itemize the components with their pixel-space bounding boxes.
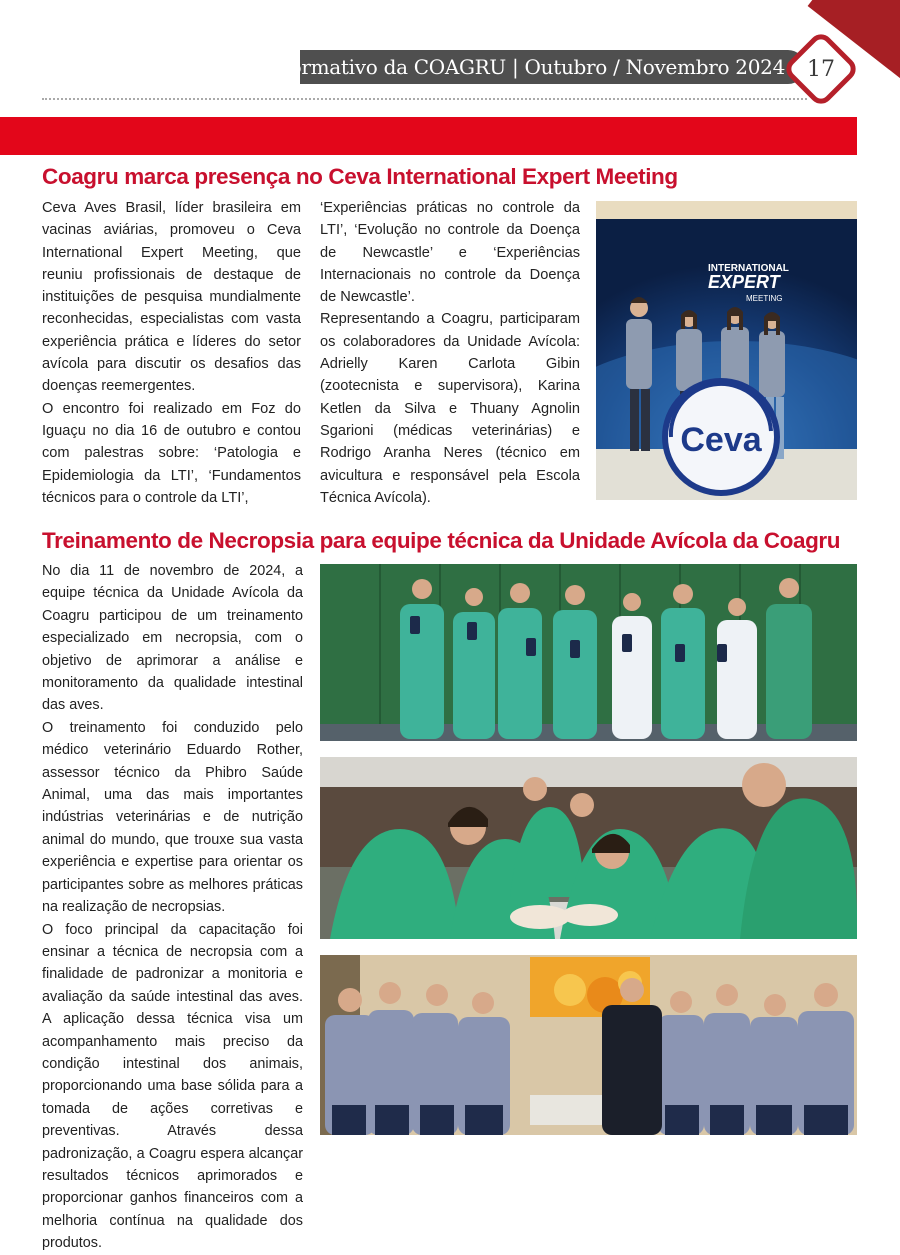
header-divider bbox=[42, 98, 807, 100]
article1-paragraph: Ceva Aves Brasil, líder brasileira em vacinas aviárias, promoveu o Ceva International Expert Meeting, que reuniu profissionais de destaque de instituições de pesquisa mundialmente reconhecidas, especialistas com vasta experiência prática e líderes do setor avícola para discutir os desafios das doenças reemergentes. bbox=[42, 200, 301, 395]
banner-text-international: INTERNATIONAL bbox=[708, 263, 789, 274]
article2-paragraph: O treinamento foi conduzido pelo médico veterinário Eduardo Rother, assessor técnico da Phibro Saúde Animal, uma das mais importantes indústrias veterinárias e de nutrição animal do mundo, que trouxe sua vasta experiência e expertise para orientar os participantes sobre as melhores práticas na realização de necropsias. bbox=[42, 719, 303, 916]
group-indoor-photo bbox=[320, 955, 857, 1135]
ceva-logo-text: Ceva bbox=[680, 421, 762, 459]
team-gowns-photo bbox=[320, 564, 857, 741]
page-number: 17 bbox=[807, 56, 835, 82]
article1-paragraph: ‘Experiências práticas no controle da LTI’, ‘Evolução no controle da Doença de Newcastle’ e ‘Experiências Internacionais no controle da Doença de Newcastle’. bbox=[320, 200, 580, 306]
article1-paragraph: O encontro foi realizado em Foz do Iguaçu no dia 16 de outubro e contou com palestras sobre: ‘Patologia e Epidemiologia da LTI’, ‘Fundamentos técnicos para o controle da LTI’, bbox=[42, 400, 301, 506]
banner-text-meeting: MEETING bbox=[746, 294, 783, 303]
article2-paragraph: No dia 11 de novembro de 2024, a equipe técnica da Unidade Avícola da Coagru participou de um treinamento especializado em necropsia, com o objetivo de aprimorar a análise e monitoramento da qualidade intestinal das aves. bbox=[42, 563, 303, 714]
banner-text-expert: EXPERT bbox=[708, 272, 780, 292]
article1-middle-column bbox=[320, 197, 580, 509]
section-banner bbox=[0, 117, 857, 155]
publication-title: Informativo da COAGRU | Outubro / Novembro 2024 bbox=[262, 55, 785, 79]
article2-title: Treinamento de Necropsia para equipe técnica da Unidade Avícola da Coagru bbox=[42, 528, 841, 553]
article1-paragraph: Representando a Coagru, participaram os colaboradores da Unidade Avícola: Adrielly Karen Carlota Gibin (zootecnista e supervisora), Karina Ketlen da Silva e Thuany Agnolin Sgarioni (médicas veterinárias) e Rodrigo Aranha Neres (técnico em avicultura e responsável pela Escola Técnica Avícola). bbox=[320, 311, 580, 506]
necropsy-practice-photo bbox=[320, 757, 857, 939]
ceva-meeting-photo bbox=[596, 201, 857, 500]
article2-paragraph: O foco principal da capacitação foi ensinar a técnica de necropsia com a finalidade de padronizar a monitoria e avaliação da saúde intestinal das aves. A aplicação dessa técnica visa um acompanhamento mais preciso da condição intestinal dos animais, proporcionando uma base sólida para a tomada de ações corretivas e preventivas. Através dessa padronização, a Coagru espera alcançar resultados técnicos aprimorados e proporcionar ganhos financeiros com a melhoria contínua na qualidade dos produtos. bbox=[42, 921, 303, 1252]
publication-header bbox=[262, 50, 805, 84]
article1-title: Coagru marca presença no Ceva International Expert Meeting bbox=[42, 164, 678, 189]
article2-column bbox=[42, 560, 303, 1255]
article1-left-column bbox=[42, 197, 301, 509]
